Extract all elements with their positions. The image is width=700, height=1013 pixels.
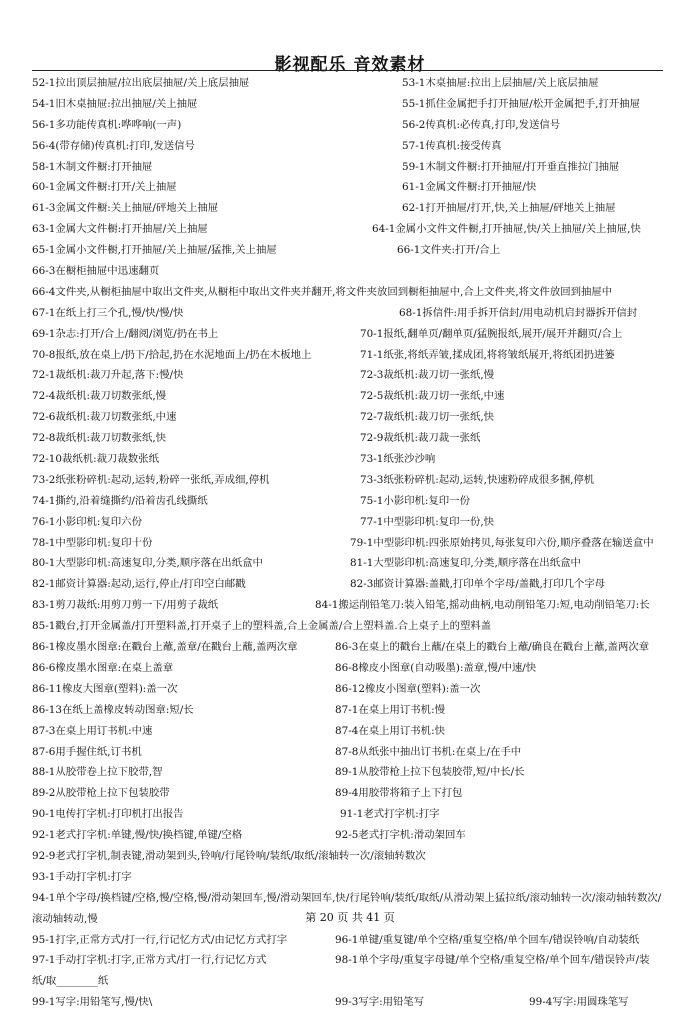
list-row xyxy=(32,407,672,428)
entry-text: 86-13在纸上盖橡皮转动图章:短/长 xyxy=(32,703,194,716)
entry-text: 99-3写字:用铅笔写 xyxy=(335,996,425,1009)
entry-text: 72-5裁纸机:裁刀切一张纸,中速 xyxy=(360,390,505,403)
entry-text: 86-3在桌上的戳台上蘸/在桌上的戳台上蘸/确良在戳台上蘸,盖两次章 xyxy=(335,641,650,654)
entry-text: 52-1拉出顶层抽屉/拉出底层抽屉/关上底层抽屉 xyxy=(32,77,250,89)
entry-text: 58-1木制文件橱:打开抽屉 xyxy=(32,160,153,173)
entry-text: 73-1纸张沙沙响 xyxy=(360,453,436,466)
list-row xyxy=(32,94,672,115)
list-row xyxy=(32,992,672,1013)
entry-text: 72-10裁纸机:裁刀裁数张纸 xyxy=(32,453,159,466)
list-row xyxy=(32,386,672,407)
list-row xyxy=(32,930,672,951)
list-row xyxy=(32,324,672,345)
entry-text: 80-1大型影印机:高速复印,分类,顺序落在出纸盒中 xyxy=(32,557,263,570)
entry-text: 87-4在桌上用订书机:快 xyxy=(335,724,445,737)
entry-text: 53-1木桌抽屉:拉出上层抽屉/关上底层抽屉 xyxy=(402,77,599,89)
entry-text: 87-8从纸张中抽出订书机:在桌上/在手中 xyxy=(335,745,522,758)
entry-text: 99-1写字:用铅笔写,慢/快\ xyxy=(32,996,153,1009)
list-row xyxy=(32,742,672,763)
entry-text: 89-2从胶带枪上拉下包装胶带 xyxy=(32,787,170,800)
entry-text: 72-6裁纸机:裁刀切数张纸,中速 xyxy=(32,411,177,424)
entry-text: 83-1剪刀裁纸:用剪刀剪一下/用剪子裁纸 xyxy=(32,599,219,612)
entry-text: 84-1搬运削铅笔刀:装入铅笔,摇动曲柄,电动削铅笔刀:短,电动削铅笔刀:长 xyxy=(315,599,650,612)
entry-text: 87-1在桌上用订书机:慢 xyxy=(335,703,445,716)
entry-text: 71-1纸张,将纸弄皱,揉成团,将将皱纸展开,将纸团扔进篓 xyxy=(360,348,615,361)
entry-text: 68-1拆信件:用手拆开信封/用电动机启封器拆开信封 xyxy=(399,306,638,319)
list-row xyxy=(32,825,672,846)
entry-text: 77-1中型影印机:复印一份,快 xyxy=(360,515,495,528)
entry-text: 91-1老式打字机:打字 xyxy=(340,808,440,821)
entry-text: 75-1小影印机:复印一份 xyxy=(360,494,470,507)
entry-text: 76-1小影印机:复印六份 xyxy=(32,515,142,528)
entry-text: 99-4写字:用圆珠笔写 xyxy=(529,996,629,1009)
list-row xyxy=(32,157,672,178)
entry-text: 82-1邮资计算器:起动,运行,停止/打印空白邮戳 xyxy=(32,578,246,591)
list-row xyxy=(32,867,672,888)
entry-text: 78-1中型影印机:复印十份 xyxy=(32,536,153,549)
list-row xyxy=(32,219,672,240)
entry-text: 72-3裁纸机:裁刀切一张纸,慢 xyxy=(360,369,495,382)
list-row xyxy=(32,261,672,282)
list-row xyxy=(32,595,672,616)
entry-text: 90-1电传打字机:打印机打出报告 xyxy=(32,808,184,821)
entry-text: 72-4裁纸机:裁刀切数张纸,慢 xyxy=(32,390,167,403)
list-row xyxy=(32,658,672,679)
list-row xyxy=(32,240,672,261)
entry-text: 74-1撕约,沿着缝撕约/沿着齿孔线撕纸 xyxy=(32,494,208,507)
entry-text: 72-9裁纸机:裁刀裁一张纸 xyxy=(360,432,481,445)
entry-text: 69-1杂志:打开/合上/翻阅/浏览/扔在书上 xyxy=(32,327,219,340)
entry-text: 57-1传真机:接受传真 xyxy=(402,139,502,152)
list-row xyxy=(32,783,672,804)
list-row xyxy=(32,365,672,386)
entry-text: 70-8报纸,放在桌上/扔下/拾起,扔在水泥地面上/扔在木板地上 xyxy=(32,348,312,361)
entry-text: 86-6橡皮墨水图章:在桌上盖章 xyxy=(32,661,174,674)
entry-text: 63-1金属大文件橱:打开抽屉/关上抽屉 xyxy=(32,223,208,236)
entry-text: 98-1单个字母/重复字母键/单个空格/重复空格/单个回车/错误铃声/装 xyxy=(335,954,650,967)
list-row xyxy=(32,574,672,595)
entry-text: 72-8裁纸机:裁刀切数张纸,快 xyxy=(32,432,167,445)
list-row xyxy=(32,762,672,783)
page-number: 第 20 页 共 41 页 xyxy=(305,911,395,924)
list-row xyxy=(32,616,672,637)
entry-text: 72-7裁纸机:裁刀切一张纸,快 xyxy=(360,411,495,424)
entry-text: 72-1裁纸机:裁刀升起,落下:慢/快 xyxy=(32,369,184,382)
list-row xyxy=(32,721,672,742)
entry-text: 73-3纸张粉碎机:起动,运转,快速粉碎成很多捆,停机 xyxy=(360,473,595,486)
entry-text: 92-5老式打字机:滑动架回车 xyxy=(335,829,466,842)
entry-text: 61-1金属文件橱:打开抽屉/快 xyxy=(402,181,537,194)
list-row xyxy=(32,491,672,512)
entry-text: 54-1旧木桌抽屉:拉出抽屉/关上抽屉 xyxy=(32,97,198,110)
entry-text: 60-1金属文件橱:打开/关上抽屉 xyxy=(32,181,177,194)
entry-text: 89-4用胶带将箱子上下打包 xyxy=(335,787,463,800)
list-row xyxy=(32,136,672,157)
entry-text: 86-1橡皮墨水图章:在戳台上蘸,盖章/在戳台上蘸,盖两次章 xyxy=(32,641,298,654)
list-row xyxy=(32,700,672,721)
entry-text: 79-1中型影印机:四张原始拷贝,每张复印六份,顺序叠落在输送盒中 xyxy=(350,536,654,549)
entry-text: 55-1抓住金属把手打开抽屉/松开金属把手,打开抽屉 xyxy=(402,97,640,110)
entry-text: 92-1老式打字机:单键,慢/快/换档键,单键/空格 xyxy=(32,829,243,842)
entry-text: 65-1金属小文件橱,打开抽屉/关上抽屉/猛推,关上抽屉 xyxy=(32,244,277,257)
entry-text: 94-1单个字母/换档键/空格,慢/空格,慢/滑动架回车,慢/滑动架回车,快/行尾铃响/装纸/取纸/从滑动架上猛拉纸/滚动轴转一次/滚动轴转数次/滚动轴转动,慢 xyxy=(32,891,662,925)
title-rule xyxy=(32,70,663,71)
entry-text: 59-1木制文件橱:打开抽屉/打开垂直推拉门抽屉 xyxy=(402,160,620,173)
entry-text: 86-12橡皮小图章(塑料):盖一次 xyxy=(335,682,481,695)
entry-text: 67-1在纸上打三个孔,慢/快/慢/快 xyxy=(32,306,184,319)
list-row xyxy=(32,449,672,470)
entry-text: 56-4(带存储)传真机:打印,发送信号 xyxy=(32,139,195,152)
entry-text: 61-3金属文件橱:关上抽屉/砰地关上抽屉 xyxy=(32,202,219,215)
entry-text: 93-1手动打字机:打字 xyxy=(32,870,132,883)
entry-text: 66-1文件夹:打开/合上 xyxy=(397,244,501,257)
entry-text: 56-1多功能传真机:哗哗响(一声) xyxy=(32,118,182,131)
entry-text: 66-3在橱柜抽屉中迅速翻页 xyxy=(32,265,160,278)
list-row xyxy=(32,512,672,533)
entry-text: 92-9老式打字机,制表键,滑动架到头,铃响/行尾铃响/装纸/取纸/滚轴转一次/滚轴转数次 xyxy=(32,849,426,862)
list-row xyxy=(32,804,672,825)
list-row xyxy=(32,950,672,992)
entry-text: 纸/取________纸 xyxy=(32,975,109,988)
entry-text: 66-4文件夹,从橱柜抽屉中取出文件夹,从橱柜中取出文件夹并翻开,将文件夹放回到橱柜抽屉中,合上文件夹,将文件放回到抽屉中 xyxy=(32,285,613,298)
list-row xyxy=(32,115,672,136)
entry-text: 87-6用手握住纸,订书机 xyxy=(32,745,142,758)
list-row xyxy=(32,282,672,303)
list-row xyxy=(32,198,672,219)
list-row xyxy=(32,177,672,198)
entry-text: 62-1打开抽屉/打开,快,关上抽屉/砰地关上抽屉 xyxy=(402,202,616,215)
list-row xyxy=(32,679,672,700)
list-row xyxy=(32,533,672,554)
entry-text: 97-1手动打字机:打字,正常方式/打一行,行记忆方式 xyxy=(32,954,267,967)
entry-text: 96-1单键/重复键/单个空格/重复空格/单个回车/错误铃响/自动装纸 xyxy=(335,933,640,946)
sound-effects-list xyxy=(32,73,672,1013)
entry-text: 86-11橡皮大图章(塑料):盖一次 xyxy=(32,682,178,695)
list-row xyxy=(32,73,672,94)
entry-text: 81-1大型影印机:高速复印,分类,顺序落在出纸盒中 xyxy=(350,557,581,570)
list-row xyxy=(32,470,672,491)
entry-text: 85-1戳台,打开金属盖/打开塑料盖,打开桌子上的塑料盖,合上金属盖/合上塑料盖.合上桌子上的塑料盖 xyxy=(32,620,492,633)
entry-text: 88-1从胶带卷上拉下胶带,智 xyxy=(32,766,163,779)
list-row xyxy=(32,303,672,324)
page-title: 影视配乐 音效素材 xyxy=(274,55,426,75)
entry-text: 73-2纸张粉碎机:起动,运转,粉碎一张纸,弄成细,停机 xyxy=(32,473,270,486)
entry-text: 86-8橡皮小图章(自动吸墨):盖章,慢/中速/快 xyxy=(335,661,537,674)
entry-text: 82-3邮资计算器:盖戳,打印单个字母/盖戳,打印几个字母 xyxy=(350,578,606,591)
entry-text: 64-1金属小文件文件橱,打开抽屉,快/关上抽屉/关上抽屉,快 xyxy=(372,223,641,236)
list-row xyxy=(32,345,672,366)
list-row xyxy=(32,637,672,658)
list-row xyxy=(32,846,672,867)
list-row xyxy=(32,553,672,574)
entry-text: 87-3在桌上用订书机:中速 xyxy=(32,724,153,737)
entry-text: 95-1打字,正常方式/打一行,行记忆方式/由记忆方式打字 xyxy=(32,933,288,946)
list-row xyxy=(32,428,672,449)
entry-text: 89-1从胶带枪上拉下包装胶带,短/中长/长 xyxy=(335,766,525,779)
entry-text: 70-1报纸,翻单页/翻单页/猛腕报纸,展开/展开并翻页/合上 xyxy=(360,327,623,340)
entry-text: 56-2传真机:必传真,打印,发送信号 xyxy=(402,118,561,131)
